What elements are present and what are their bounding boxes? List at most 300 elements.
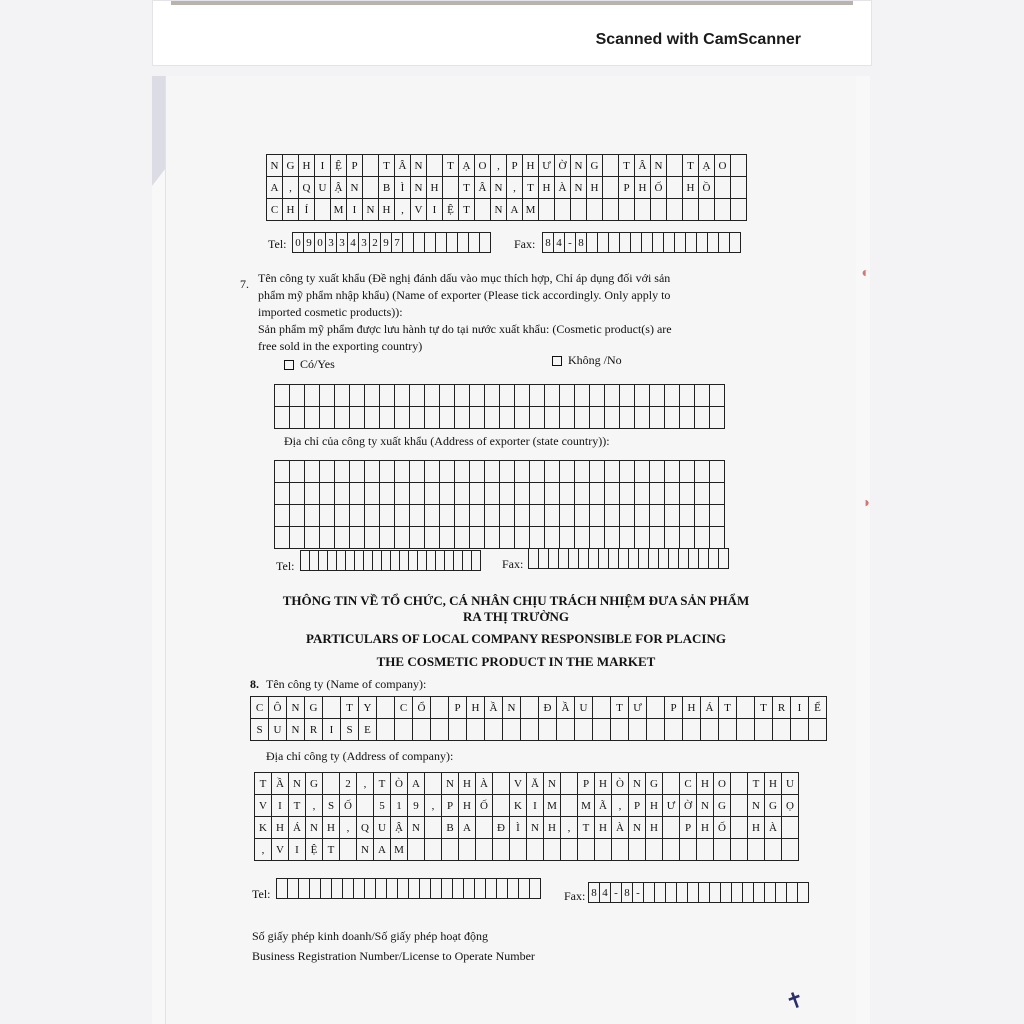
grid-cell[interactable]: P xyxy=(507,155,523,177)
grid-cell[interactable]: M xyxy=(391,839,408,861)
grid-cell[interactable] xyxy=(305,461,320,483)
grid-cell[interactable] xyxy=(425,839,442,861)
grid-cell[interactable] xyxy=(699,883,710,903)
grid-cell[interactable] xyxy=(680,505,695,527)
grid-cell[interactable] xyxy=(500,407,515,429)
grid-cell[interactable] xyxy=(539,549,549,569)
grid-cell[interactable] xyxy=(599,549,609,569)
grid-cell[interactable]: S xyxy=(323,795,340,817)
grid-cell[interactable] xyxy=(350,505,365,527)
grid-cell[interactable] xyxy=(350,527,365,549)
grid-cell[interactable]: Ạ xyxy=(699,155,715,177)
grid-cell[interactable] xyxy=(463,551,472,571)
grid-cell[interactable]: , xyxy=(340,817,357,839)
grid-cell[interactable] xyxy=(667,177,683,199)
grid-cell[interactable] xyxy=(395,385,410,407)
grid-cell[interactable] xyxy=(515,505,530,527)
grid-cell[interactable]: S xyxy=(341,719,359,741)
grid-cell[interactable] xyxy=(730,233,741,253)
grid-cell[interactable] xyxy=(319,551,328,571)
grid-cell[interactable]: U xyxy=(374,817,391,839)
grid-cell[interactable] xyxy=(363,177,379,199)
grid-cell[interactable] xyxy=(731,199,747,221)
grid-cell[interactable] xyxy=(376,879,387,899)
grid-cell[interactable] xyxy=(320,505,335,527)
grid-cell[interactable]: Ờ xyxy=(680,795,697,817)
grid-cell[interactable] xyxy=(410,407,425,429)
grid-cell[interactable] xyxy=(275,505,290,527)
grid-cell[interactable] xyxy=(425,385,440,407)
grid-cell[interactable]: , xyxy=(612,795,629,817)
grid-cell[interactable]: H xyxy=(272,817,289,839)
grid-cell[interactable] xyxy=(644,883,655,903)
grid-cell[interactable] xyxy=(408,839,425,861)
grid-cell[interactable] xyxy=(305,407,320,429)
grid-cell[interactable] xyxy=(476,839,493,861)
grid-cell[interactable]: N xyxy=(289,773,306,795)
grid-cell[interactable] xyxy=(575,719,593,741)
grid-cell[interactable]: N xyxy=(527,817,544,839)
grid-cell[interactable] xyxy=(710,483,725,505)
grid-cell[interactable] xyxy=(669,549,679,569)
grid-cell[interactable] xyxy=(590,385,605,407)
grid-cell[interactable] xyxy=(557,719,575,741)
grid-cell[interactable]: U xyxy=(269,719,287,741)
grid-cell[interactable]: Ổ xyxy=(413,697,431,719)
grid-cell[interactable]: 0 xyxy=(315,233,326,253)
grid-cell[interactable] xyxy=(305,483,320,505)
grid-cell[interactable] xyxy=(560,407,575,429)
grid-cell[interactable]: K xyxy=(255,817,272,839)
grid-cell[interactable]: P xyxy=(449,697,467,719)
grid-cell[interactable] xyxy=(697,233,708,253)
grid-cell[interactable] xyxy=(667,199,683,221)
grid-cell[interactable] xyxy=(731,773,748,795)
grid-cell[interactable] xyxy=(663,839,680,861)
grid-cell[interactable] xyxy=(365,385,380,407)
grid-cell[interactable] xyxy=(635,527,650,549)
grid-cell[interactable] xyxy=(561,795,578,817)
grid-cell[interactable] xyxy=(364,551,373,571)
grid-cell[interactable] xyxy=(335,483,350,505)
grid-cell[interactable] xyxy=(363,155,379,177)
grid-cell[interactable] xyxy=(328,551,337,571)
grid-cell[interactable] xyxy=(560,505,575,527)
grid-cell[interactable] xyxy=(587,199,603,221)
grid-cell[interactable]: Ầ xyxy=(272,773,289,795)
grid-cell[interactable]: 4 xyxy=(554,233,565,253)
grid-cell[interactable] xyxy=(395,461,410,483)
grid-cell[interactable]: H xyxy=(539,177,555,199)
grid-cell[interactable] xyxy=(321,879,332,899)
grid-cell[interactable]: O xyxy=(475,155,491,177)
grid-cell[interactable]: B xyxy=(379,177,395,199)
grid-cell[interactable] xyxy=(605,483,620,505)
grid-cell[interactable]: H xyxy=(646,817,663,839)
grid-cell[interactable]: T xyxy=(323,839,340,861)
grid-cell[interactable] xyxy=(737,697,755,719)
grid-cell[interactable]: 7 xyxy=(392,233,403,253)
no-checkbox[interactable] xyxy=(552,356,562,366)
grid-cell[interactable] xyxy=(530,385,545,407)
grid-cell[interactable] xyxy=(710,407,725,429)
grid-cell[interactable] xyxy=(455,461,470,483)
grid-cell[interactable] xyxy=(315,199,331,221)
grid-cell[interactable] xyxy=(595,839,612,861)
grid-cell[interactable] xyxy=(650,407,665,429)
grid-cell[interactable] xyxy=(680,527,695,549)
grid-cell[interactable] xyxy=(560,527,575,549)
grid-cell[interactable] xyxy=(635,199,651,221)
grid-cell[interactable] xyxy=(442,839,459,861)
grid-cell[interactable] xyxy=(398,879,409,899)
grid-cell[interactable] xyxy=(346,551,355,571)
grid-cell[interactable]: Ạ xyxy=(459,155,475,177)
grid-cell[interactable] xyxy=(515,483,530,505)
grid-cell[interactable] xyxy=(715,199,731,221)
grid-cell[interactable]: A xyxy=(459,817,476,839)
grid-cell[interactable]: Ậ xyxy=(331,177,347,199)
grid-cell[interactable]: M xyxy=(578,795,595,817)
grid-cell[interactable] xyxy=(731,839,748,861)
grid-cell[interactable] xyxy=(290,407,305,429)
grid-cell[interactable] xyxy=(387,879,398,899)
grid-cell[interactable]: Ă xyxy=(527,773,544,795)
grid-cell[interactable] xyxy=(545,461,560,483)
grid-cell[interactable]: N xyxy=(503,697,521,719)
grid-cell[interactable]: H xyxy=(323,817,340,839)
grid-cell[interactable] xyxy=(603,155,619,177)
grid-cell[interactable] xyxy=(470,483,485,505)
grid-cell[interactable] xyxy=(440,385,455,407)
grid-cell[interactable] xyxy=(561,773,578,795)
grid-cell[interactable] xyxy=(413,719,431,741)
grid-cell[interactable] xyxy=(335,461,350,483)
grid-cell[interactable] xyxy=(545,407,560,429)
grid-cell[interactable]: À xyxy=(612,817,629,839)
grid-cell[interactable] xyxy=(395,483,410,505)
grid-cell[interactable]: Đ xyxy=(539,697,557,719)
grid-cell[interactable]: M xyxy=(523,199,539,221)
grid-cell[interactable] xyxy=(493,839,510,861)
grid-cell[interactable]: , xyxy=(395,199,411,221)
grid-cell[interactable] xyxy=(475,879,486,899)
grid-cell[interactable] xyxy=(590,505,605,527)
grid-cell[interactable] xyxy=(410,527,425,549)
grid-cell[interactable] xyxy=(695,505,710,527)
grid-cell[interactable] xyxy=(575,407,590,429)
grid-cell[interactable]: N xyxy=(363,199,379,221)
grid-cell[interactable] xyxy=(442,879,453,899)
grid-cell[interactable] xyxy=(620,385,635,407)
grid-cell[interactable]: C xyxy=(251,697,269,719)
grid-cell[interactable]: Í xyxy=(299,199,315,221)
grid-cell[interactable] xyxy=(365,483,380,505)
grid-cell[interactable]: Ệ xyxy=(331,155,347,177)
grid-cell[interactable]: À xyxy=(765,817,782,839)
grid-cell[interactable] xyxy=(665,719,683,741)
grid-cell[interactable] xyxy=(425,407,440,429)
grid-cell[interactable] xyxy=(377,697,395,719)
grid-cell[interactable] xyxy=(560,461,575,483)
grid-cell[interactable] xyxy=(350,385,365,407)
grid-cell[interactable] xyxy=(695,461,710,483)
grid-cell[interactable] xyxy=(579,549,589,569)
grid-cell[interactable]: Ò xyxy=(612,773,629,795)
grid-cell[interactable] xyxy=(699,199,715,221)
grid-cell[interactable] xyxy=(798,883,809,903)
grid-cell[interactable] xyxy=(470,385,485,407)
grid-cell[interactable]: 8 xyxy=(576,233,587,253)
grid-cell[interactable]: 3 xyxy=(326,233,337,253)
grid-cell[interactable]: N xyxy=(571,177,587,199)
grid-cell[interactable] xyxy=(301,551,310,571)
grid-cell[interactable]: A xyxy=(374,839,391,861)
grid-cell[interactable] xyxy=(380,483,395,505)
grid-cell[interactable] xyxy=(773,719,791,741)
grid-cell[interactable]: H xyxy=(697,773,714,795)
grid-cell[interactable]: Â xyxy=(475,177,491,199)
grid-cell[interactable] xyxy=(305,385,320,407)
grid-cell[interactable]: N xyxy=(287,697,305,719)
grid-cell[interactable]: M xyxy=(331,199,347,221)
grid-cell[interactable]: N xyxy=(287,719,305,741)
grid-cell[interactable]: - xyxy=(611,883,622,903)
yes-checkbox[interactable] xyxy=(284,360,294,370)
grid-cell[interactable] xyxy=(427,551,436,571)
grid-cell[interactable] xyxy=(605,385,620,407)
grid-cell[interactable] xyxy=(365,527,380,549)
grid-cell[interactable] xyxy=(598,233,609,253)
grid-cell[interactable] xyxy=(320,483,335,505)
grid-cell[interactable]: Ã xyxy=(595,795,612,817)
grid-cell[interactable] xyxy=(719,549,729,569)
grid-cell[interactable] xyxy=(710,883,721,903)
grid-cell[interactable]: H xyxy=(427,177,443,199)
grid-cell[interactable] xyxy=(680,839,697,861)
grid-cell[interactable]: S xyxy=(251,719,269,741)
grid-cell[interactable] xyxy=(340,839,357,861)
grid-cell[interactable]: , xyxy=(561,817,578,839)
grid-cell[interactable] xyxy=(409,551,418,571)
grid-cell[interactable] xyxy=(545,483,560,505)
grid-cell[interactable] xyxy=(635,505,650,527)
grid-cell[interactable] xyxy=(350,407,365,429)
grid-cell[interactable] xyxy=(436,233,447,253)
grid-cell[interactable] xyxy=(332,879,343,899)
grid-cell[interactable]: M xyxy=(544,795,561,817)
grid-cell[interactable] xyxy=(530,879,541,899)
grid-cell[interactable]: K xyxy=(510,795,527,817)
grid-cell[interactable]: T xyxy=(611,697,629,719)
grid-cell[interactable] xyxy=(443,177,459,199)
grid-cell[interactable] xyxy=(755,719,773,741)
grid-cell[interactable]: A xyxy=(507,199,523,221)
grid-cell[interactable]: Ầ xyxy=(485,697,503,719)
grid-cell[interactable]: H xyxy=(467,697,485,719)
grid-cell[interactable]: Ô xyxy=(269,697,287,719)
grid-cell[interactable] xyxy=(431,719,449,741)
grid-cell[interactable] xyxy=(469,233,480,253)
grid-cell[interactable] xyxy=(527,839,544,861)
grid-cell[interactable] xyxy=(620,407,635,429)
grid-cell[interactable] xyxy=(650,483,665,505)
grid-cell[interactable] xyxy=(765,883,776,903)
grid-cell[interactable] xyxy=(590,527,605,549)
grid-cell[interactable] xyxy=(288,879,299,899)
grid-cell[interactable]: N xyxy=(267,155,283,177)
grid-cell[interactable] xyxy=(715,177,731,199)
grid-cell[interactable] xyxy=(619,549,629,569)
grid-cell[interactable]: N xyxy=(408,817,425,839)
grid-cell[interactable]: T xyxy=(289,795,306,817)
grid-cell[interactable] xyxy=(403,233,414,253)
grid-cell[interactable] xyxy=(748,839,765,861)
grid-cell[interactable] xyxy=(695,527,710,549)
grid-cell[interactable] xyxy=(683,199,699,221)
grid-cell[interactable]: À xyxy=(555,177,571,199)
grid-cell[interactable] xyxy=(680,483,695,505)
grid-cell[interactable] xyxy=(436,551,445,571)
grid-cell[interactable]: Ì xyxy=(510,817,527,839)
grid-cell[interactable] xyxy=(440,527,455,549)
grid-cell[interactable] xyxy=(663,817,680,839)
grid-cell[interactable] xyxy=(620,461,635,483)
grid-cell[interactable]: T xyxy=(459,177,475,199)
grid-cell[interactable]: Ư xyxy=(539,155,555,177)
grid-cell[interactable] xyxy=(470,407,485,429)
grid-cell[interactable]: H xyxy=(635,177,651,199)
grid-cell[interactable] xyxy=(380,461,395,483)
grid-cell[interactable] xyxy=(425,233,436,253)
grid-cell[interactable]: R xyxy=(305,719,323,741)
grid-cell[interactable]: N xyxy=(442,773,459,795)
grid-cell[interactable] xyxy=(410,505,425,527)
grid-cell[interactable]: N xyxy=(629,817,646,839)
grid-cell[interactable]: P xyxy=(680,817,697,839)
grid-cell[interactable] xyxy=(665,505,680,527)
grid-cell[interactable]: V xyxy=(411,199,427,221)
grid-cell[interactable] xyxy=(305,527,320,549)
grid-cell[interactable]: H xyxy=(595,817,612,839)
grid-cell[interactable] xyxy=(455,407,470,429)
grid-cell[interactable]: T xyxy=(523,177,539,199)
grid-cell[interactable] xyxy=(620,527,635,549)
grid-cell[interactable]: T xyxy=(374,773,391,795)
grid-cell[interactable] xyxy=(425,527,440,549)
grid-cell[interactable] xyxy=(455,505,470,527)
grid-cell[interactable] xyxy=(485,385,500,407)
grid-cell[interactable] xyxy=(480,233,491,253)
grid-cell[interactable] xyxy=(710,505,725,527)
grid-cell[interactable] xyxy=(470,527,485,549)
grid-cell[interactable] xyxy=(620,505,635,527)
grid-cell[interactable] xyxy=(515,461,530,483)
grid-cell[interactable]: H xyxy=(683,177,699,199)
grid-cell[interactable] xyxy=(410,483,425,505)
grid-cell[interactable] xyxy=(545,505,560,527)
grid-cell[interactable]: , xyxy=(255,839,272,861)
grid-cell[interactable] xyxy=(485,407,500,429)
grid-cell[interactable]: Ì xyxy=(395,177,411,199)
grid-cell[interactable]: T xyxy=(443,155,459,177)
grid-cell[interactable] xyxy=(521,697,539,719)
grid-cell[interactable] xyxy=(642,233,653,253)
grid-cell[interactable]: 4 xyxy=(348,233,359,253)
grid-cell[interactable] xyxy=(503,719,521,741)
grid-cell[interactable] xyxy=(695,407,710,429)
grid-cell[interactable] xyxy=(683,719,701,741)
grid-cell[interactable] xyxy=(667,155,683,177)
grid-cell[interactable] xyxy=(709,549,719,569)
grid-cell[interactable] xyxy=(454,551,463,571)
grid-cell[interactable] xyxy=(664,233,675,253)
grid-cell[interactable]: G xyxy=(714,795,731,817)
grid-cell[interactable]: A xyxy=(408,773,425,795)
grid-cell[interactable] xyxy=(631,233,642,253)
grid-cell[interactable] xyxy=(787,883,798,903)
grid-cell[interactable] xyxy=(559,549,569,569)
grid-cell[interactable] xyxy=(619,199,635,221)
grid-cell[interactable]: H xyxy=(765,773,782,795)
grid-cell[interactable] xyxy=(391,551,400,571)
grid-cell[interactable] xyxy=(675,233,686,253)
grid-cell[interactable] xyxy=(782,839,799,861)
grid-cell[interactable]: R xyxy=(773,697,791,719)
grid-cell[interactable]: 3 xyxy=(337,233,348,253)
grid-cell[interactable] xyxy=(679,549,689,569)
grid-cell[interactable] xyxy=(710,385,725,407)
grid-cell[interactable]: 8 xyxy=(543,233,554,253)
grid-cell[interactable] xyxy=(560,385,575,407)
grid-cell[interactable] xyxy=(677,883,688,903)
grid-cell[interactable]: G xyxy=(305,697,323,719)
grid-cell[interactable]: O xyxy=(715,155,731,177)
grid-cell[interactable]: H xyxy=(646,795,663,817)
grid-cell[interactable] xyxy=(395,407,410,429)
grid-cell[interactable] xyxy=(493,773,510,795)
grid-cell[interactable] xyxy=(493,795,510,817)
grid-cell[interactable]: I xyxy=(427,199,443,221)
grid-cell[interactable] xyxy=(418,551,427,571)
grid-cell[interactable]: Â xyxy=(635,155,651,177)
grid-cell[interactable] xyxy=(453,879,464,899)
grid-cell[interactable] xyxy=(485,719,503,741)
grid-cell[interactable]: Á xyxy=(289,817,306,839)
grid-cell[interactable]: T xyxy=(341,697,359,719)
grid-cell[interactable]: A xyxy=(267,177,283,199)
grid-cell[interactable] xyxy=(320,385,335,407)
grid-cell[interactable] xyxy=(666,883,677,903)
grid-cell[interactable] xyxy=(719,233,730,253)
grid-cell[interactable]: I xyxy=(791,697,809,719)
grid-cell[interactable] xyxy=(646,839,663,861)
grid-cell[interactable] xyxy=(609,233,620,253)
grid-cell[interactable] xyxy=(400,551,409,571)
grid-cell[interactable] xyxy=(605,505,620,527)
grid-cell[interactable] xyxy=(510,839,527,861)
grid-cell[interactable] xyxy=(290,505,305,527)
grid-cell[interactable] xyxy=(609,549,619,569)
grid-cell[interactable] xyxy=(425,817,442,839)
grid-cell[interactable] xyxy=(519,879,530,899)
grid-cell[interactable] xyxy=(689,549,699,569)
grid-cell[interactable] xyxy=(782,817,799,839)
grid-cell[interactable] xyxy=(290,461,305,483)
grid-cell[interactable] xyxy=(425,483,440,505)
grid-cell[interactable]: , xyxy=(425,795,442,817)
grid-cell[interactable]: , xyxy=(306,795,323,817)
